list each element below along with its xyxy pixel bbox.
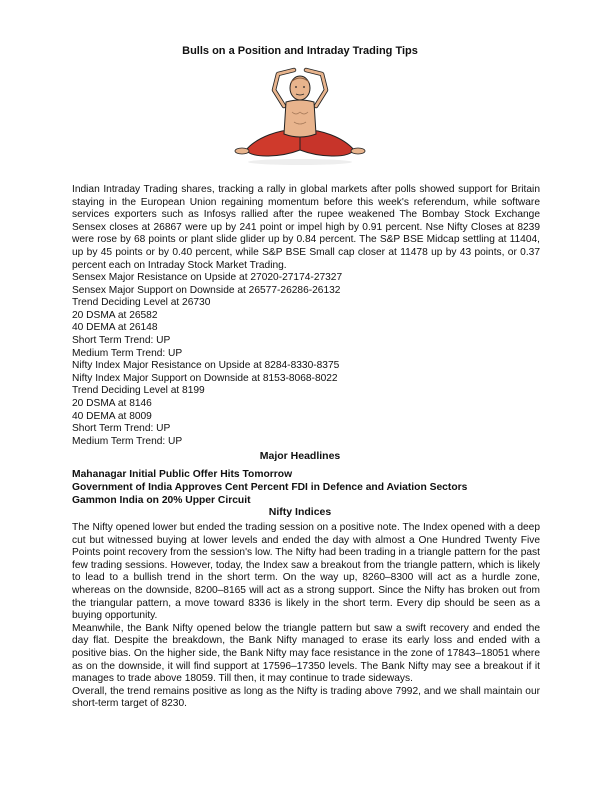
nifty-indices-heading: Nifty Indices bbox=[268, 506, 332, 518]
intro-section bbox=[72, 184, 540, 272]
level-line: 20 DSMA at 26582 bbox=[72, 309, 158, 321]
level-line: Short Term Trend: UP bbox=[72, 334, 171, 346]
level-line: Sensex Major Resistance on Upside at 27020-27174-27327 bbox=[72, 272, 343, 283]
level-line: Sensex Major Support on Downside at 26577-26286-26132 bbox=[72, 284, 341, 296]
nifty-paragraph: Overall, the trend remains positive as long as the Nifty is trading above 7992, and we shall maintain our short-term target of 8230. bbox=[72, 685, 540, 710]
meditating-man-illustration bbox=[234, 60, 366, 168]
level-line: Short Term Trend: UP bbox=[72, 423, 171, 435]
level-line: Trend Deciding Level at 26730 bbox=[72, 297, 211, 309]
headline-item: Mahanagar Initial Public Offer Hits Tomorrow bbox=[72, 469, 293, 480]
nifty-section bbox=[72, 522, 540, 711]
levels-list bbox=[72, 272, 540, 448]
level-line: 20 DSMA at 8146 bbox=[72, 397, 152, 409]
major-headlines-heading: Major Headlines bbox=[259, 450, 341, 462]
headline-item: Government of India Approves Cent Percent FDI in Defence and Aviation Sectors bbox=[72, 482, 468, 493]
intro-paragraph: Indian Intraday Trading shares, tracking a rally in global markets after polls showed support for Britain staying in the European Union regaining momentum before this week's referendum, while software services exporters such as Infosys rallied after the rupee weakened The Bombay Stock Exchange Sensex closes at 26867 were up by 241 point or impel high by 0.91 percent. Nse Nifty Closes at 8239 were rose by 68 points or plant slide glider up by 0.84 percent. The S&P BSE Midcap settling at 11404, up by 45 points or by 0.40 percent, while S&P BSE Small cap closer at 11478 up by 43 points, or 0.37 percent each on Intraday Stock Market Trading. bbox=[72, 184, 540, 271]
headline-item: Gammon India on 20% Upper Circuit bbox=[72, 495, 251, 506]
headlines-list bbox=[72, 468, 540, 507]
nifty-paragraph: Meanwhile, the Bank Nifty opened below the triangle pattern but saw a swift recovery and ended the day flat. Despite the breakdown, the Bank Nifty managed to erase its early loss and ended with a positive bias. On the higher side, the Bank Nifty may face resistance in the zone of 17843–18051 where as on the downside, it will find support at 17596–17350 levels. The Bank Nifty may see a breakout if it manages to trade above 18059. Till then, it may continue to trade sideways. bbox=[72, 622, 540, 685]
level-line: Medium Term Trend: UP bbox=[72, 347, 183, 359]
level-line: 40 DEMA at 8009 bbox=[72, 410, 152, 422]
level-line: Trend Deciding Level at 8199 bbox=[72, 385, 205, 397]
document-title: Bulls on a Position and Intraday Trading Tips bbox=[182, 45, 418, 57]
nifty-paragraph: The Nifty opened lower but ended the trading session on a positive note. The Index opened with a deep cut but witnessed buying at lower levels and ended the day with almost a One Hundred Twenty Five Points point recovery from the session's low. The Nifty had been trading in a triangle pattern for the past few trading sessions. However, today, the Index saw a breakout from the triangle pattern, which is likely to lead to a bullish trend in the short term. On the way up, 8260–8300 will act as a hurdle zone, whereas on the downside, 8200–8165 will act as a strong support. Since the Nifty has broken out from the triangular pattern, a move toward 8336 is likely in the short term. Every dip should be seen as a buying opportunity. bbox=[72, 522, 540, 622]
level-line: Nifty Index Major Resistance on Upside at 8284-8330-8375 bbox=[72, 360, 340, 372]
level-line: 40 DEMA at 26148 bbox=[72, 322, 158, 334]
level-line: Medium Term Trend: UP bbox=[72, 435, 183, 447]
level-line: Nifty Index Major Support on Downside at 8153-8068-8022 bbox=[72, 372, 338, 384]
